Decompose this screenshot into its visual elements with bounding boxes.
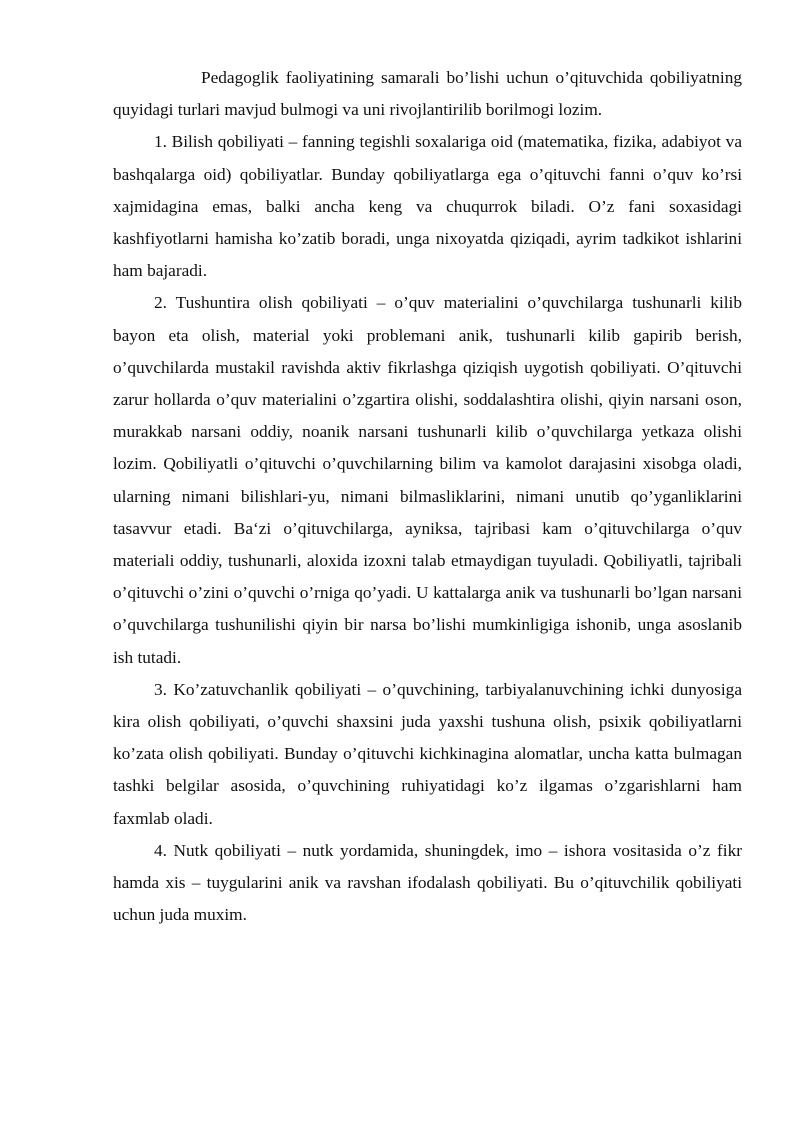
paragraph-explaining-ability: 2. Tushuntira olish qobiliyati – o’quv materialini o’quvchilarga tushunarli kilib bayon eta olish, material yoki problemani anik, tushunarli kilib gapirib berish, o’quvchilarda mustakil ravishda aktiv fikrlashga qiziqish uygotish qobiliyati. O’qituvchi zarur hollarda o’quv materialini o’zgartira olishi, soddalashtira olishi, qiyin narsani oson, murakkab narsani oddiy, noanik narsani tushunarli kilib o’quvchilarga yetkaza olishi lozim. Qobiliyatli o’qituvchi o’quvchilarning bilim va kamolot darajasini xisobga oladi, ularning nimani bilishlari-yu, nimani bilmasliklarini, nimani unutib qo’yganliklarini tasavvur etadi. Ba‘zi o’qituvchilarga, ayniksa, tajribasi kam o’qituvchilarga o’quv materiali oddiy, tushunarli, aloxida izoxni talab etmaydigan tuyuladi. Qobiliyatli, tajribali o’qituvchi o’zini o’quvchi o’rniga qo’yadi. U kattalarga anik va tushunarli bo’lgan narsani o’quvchilarga tushunilishi qiyin bir narsa bo’lishi mumkinligiga ishonib, unga asoslanib ish tutadi. — [113, 293, 742, 667]
document-page — [113, 62, 742, 931]
paragraph-cognitive-ability: 1. Bilish qobiliyati – fanning tegishli soxalariga oid (matematika, fizika, adabiyot va bashqalarga oid) qobiliyatlar. Bunday qobiliyatlarga ega o’qituvchi fanni o’quv ko’rsi xajmidagina emas, balki ancha keng va chuqurrok biladi. O’z fani soxasidagi kashfiyotlarni hamisha ko’zatib boradi, unga nixoyatda qiziqadi, ayrim tadkikot ishlarini ham bajaradi. — [113, 132, 742, 281]
paragraph-speech-ability: 4. Nutk qobiliyati – nutk yordamida, shuningdek, imo – ishora vositasida o’z fikr hamda xis – tuygularini anik va ravshan ifodalash qobiliyati. Bu o’qituvchilik qobiliyati uchun juda muxim. — [113, 840, 742, 925]
intro-paragraph: Pedagoglik faoliyatining samarali bo’lishi uchun o’qituvchida qobiliyatning quyidagi turlari mavjud bulmogi va uni rivojlantirilib borilmogi lozim. — [113, 68, 742, 120]
paragraph-observation-ability: 3. Ko’zatuvchanlik qobiliyati – o’quvchining, tarbiyalanuvchining ichki dunyosiga kira olish qobiliyati, o’quvchi shaxsini juda yaxshi tushuna olish, psixik qobiliyatlarni ko’zata olish qobiliyati. Bunday o’qituvchi kichkinagina alomatlar, uncha katta bulmagan tashki belgilar asosida, o’quvchining ruhiyatidagi ko’z ilgamas o’zgarishlarni ham faxmlab oladi. — [113, 679, 742, 828]
